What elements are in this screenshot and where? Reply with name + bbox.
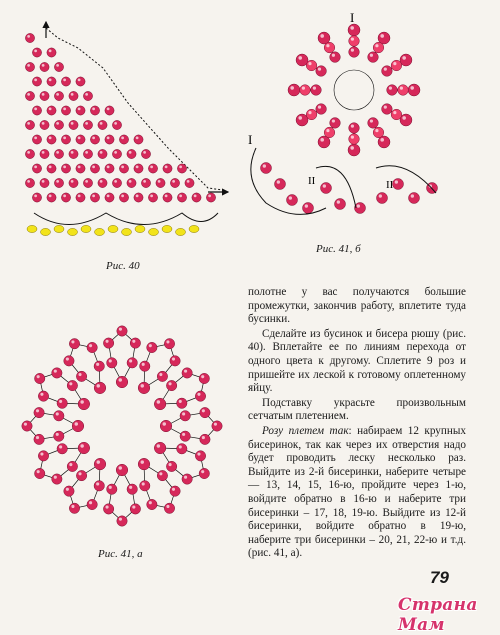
bead — [170, 356, 180, 366]
bead — [119, 135, 128, 144]
thread-loop — [34, 213, 218, 225]
bead — [76, 77, 85, 86]
bead — [349, 123, 360, 134]
bead — [134, 193, 143, 202]
bead — [32, 193, 41, 202]
bead — [54, 62, 63, 71]
bead — [98, 120, 107, 129]
yellow-bead — [122, 228, 132, 235]
bead — [90, 164, 99, 173]
bead — [330, 118, 341, 129]
bead — [148, 164, 157, 173]
bead — [107, 484, 117, 494]
bead — [87, 342, 97, 352]
yellow-bead — [95, 228, 105, 235]
bead — [25, 91, 34, 100]
bead — [368, 118, 379, 129]
bead — [382, 66, 393, 77]
yellow-bead — [81, 225, 91, 232]
bead — [83, 149, 92, 158]
bead — [177, 398, 187, 408]
bead — [52, 368, 62, 378]
bead — [76, 135, 85, 144]
bead — [148, 193, 157, 202]
body-text — [248, 286, 466, 562]
bead — [391, 109, 402, 120]
bead — [177, 193, 186, 202]
bead — [163, 193, 172, 202]
bead — [348, 24, 360, 36]
yellow-bead — [162, 225, 172, 232]
bead — [141, 149, 150, 158]
bead — [127, 149, 136, 158]
label-roman-two: II — [308, 175, 316, 187]
bead — [180, 431, 190, 441]
bead — [127, 178, 136, 187]
bead — [164, 503, 174, 513]
bead — [90, 193, 99, 202]
bead — [261, 163, 272, 174]
bead — [127, 358, 137, 368]
bead — [316, 104, 327, 115]
bead — [69, 178, 78, 187]
bead — [25, 120, 34, 129]
bead — [52, 474, 62, 484]
bead — [119, 164, 128, 173]
bead — [61, 77, 70, 86]
bead — [349, 47, 360, 58]
bead — [306, 109, 317, 120]
bead — [306, 60, 317, 71]
bead — [147, 342, 157, 352]
bead — [34, 434, 44, 444]
label-roman-one-left: I — [248, 132, 253, 147]
bead — [199, 468, 209, 478]
page-number: 79 — [430, 568, 449, 587]
bead — [324, 42, 335, 53]
bead — [76, 371, 86, 381]
bead — [391, 60, 402, 71]
bead — [61, 106, 70, 115]
bead — [134, 164, 143, 173]
bead — [54, 431, 64, 441]
bead — [25, 149, 34, 158]
bead — [316, 66, 327, 77]
bead — [147, 499, 157, 509]
bead — [32, 164, 41, 173]
bead — [47, 106, 56, 115]
bead — [38, 391, 48, 401]
bead — [130, 338, 140, 348]
bead — [335, 199, 346, 210]
yellow-bead — [108, 225, 118, 232]
bead — [78, 398, 90, 410]
bead — [127, 484, 137, 494]
bead — [182, 368, 192, 378]
bead — [40, 62, 49, 71]
bead — [25, 178, 34, 187]
bead — [177, 164, 186, 173]
inner-ring-thread — [334, 70, 374, 110]
yellow-bead — [189, 225, 199, 232]
bead — [35, 468, 45, 478]
bead — [349, 36, 360, 47]
bead — [116, 376, 128, 388]
bead — [32, 77, 41, 86]
bead — [57, 398, 67, 408]
yellow-bead — [176, 228, 186, 235]
bead — [164, 339, 174, 349]
bead — [321, 183, 332, 194]
bead — [54, 91, 63, 100]
paragraph-4 — [248, 425, 466, 561]
bead — [90, 106, 99, 115]
bead — [311, 85, 322, 96]
bead — [348, 144, 360, 156]
caption-fig41a: Рис. 41, а — [98, 548, 143, 560]
bead — [170, 178, 179, 187]
bead — [61, 193, 70, 202]
bead — [157, 470, 167, 480]
label-roman-one: I — [350, 10, 355, 25]
bead — [67, 461, 77, 471]
paragraph-4-italic: Розу плетем так — [262, 424, 349, 437]
bead — [324, 127, 335, 138]
bead — [180, 411, 190, 421]
bead — [349, 134, 360, 145]
yellow-bead — [41, 228, 51, 235]
bead — [409, 193, 420, 204]
bead — [398, 85, 409, 96]
bead — [300, 85, 311, 96]
bead — [76, 193, 85, 202]
bead — [163, 164, 172, 173]
bead — [57, 444, 67, 454]
bead — [94, 458, 106, 470]
bead — [140, 361, 150, 371]
bead — [47, 193, 56, 202]
bead — [105, 135, 114, 144]
bead — [34, 407, 44, 417]
bead — [330, 52, 341, 63]
bead — [83, 120, 92, 129]
bead — [199, 373, 209, 383]
paragraph-2: Сделайте из бусинок и бисера рюшу (рис. 40). Вплетайте ее по линиям перехода от одного цвета к другому. Сплетите 9 роз и пришейте их леской к готовому оплетенному яйцу. — [248, 327, 466, 395]
paragraph-3: Подставку украсьте произвольным сетчатым плетением. — [248, 396, 466, 423]
bead — [185, 178, 194, 187]
bead — [166, 380, 176, 390]
bead — [177, 444, 187, 454]
bead — [105, 106, 114, 115]
bead — [40, 120, 49, 129]
bead — [138, 382, 150, 394]
bead — [40, 178, 49, 187]
bead — [103, 504, 113, 514]
bead — [105, 193, 114, 202]
bead — [94, 382, 106, 394]
bead — [94, 361, 104, 371]
thread-line — [46, 28, 223, 190]
bead — [116, 464, 128, 476]
bead — [192, 193, 201, 202]
bead — [156, 178, 165, 187]
bead — [157, 371, 167, 381]
yellow-bead — [27, 225, 37, 232]
bead — [373, 127, 384, 138]
bead — [90, 135, 99, 144]
bead — [195, 391, 205, 401]
petal-thread — [27, 413, 78, 440]
bead — [212, 421, 222, 431]
bead — [112, 149, 121, 158]
bead — [54, 411, 64, 421]
bead — [368, 52, 379, 63]
bead — [64, 356, 74, 366]
bead — [64, 486, 74, 496]
bead — [105, 164, 114, 173]
bead — [54, 120, 63, 129]
bead — [38, 451, 48, 461]
bead — [32, 106, 41, 115]
bead — [54, 178, 63, 187]
bead — [355, 203, 366, 214]
bead — [303, 203, 314, 214]
bead — [287, 195, 298, 206]
bead — [200, 407, 210, 417]
bead — [200, 434, 210, 444]
bead — [195, 451, 205, 461]
bead — [67, 380, 77, 390]
caption-fig41b: Рис. 41, б — [316, 243, 361, 255]
bead — [130, 504, 140, 514]
bead — [69, 149, 78, 158]
bead — [154, 398, 166, 410]
figure-40-bead-triangle — [18, 8, 238, 248]
bead — [98, 149, 107, 158]
caption-fig40: Рис. 40 — [106, 260, 140, 272]
bead — [47, 164, 56, 173]
bead — [83, 178, 92, 187]
bead — [40, 149, 49, 158]
bead — [98, 178, 107, 187]
bead — [72, 420, 84, 432]
label-roman-two-right: II — [386, 179, 394, 191]
bead — [288, 84, 300, 96]
bead — [61, 135, 70, 144]
bead — [112, 120, 121, 129]
yellow-bead — [68, 228, 78, 235]
bead — [54, 149, 63, 158]
figure-41a-rose-ring — [18, 322, 228, 532]
bead — [112, 178, 121, 187]
bead — [140, 481, 150, 491]
paragraph-1: полотне у вас получаются большие промежутки, закончив работу, вплетите туда бусинки. — [248, 286, 466, 326]
bead — [32, 48, 41, 57]
bead — [35, 373, 45, 383]
paragraph-4-rest: : набираем 12 крупных бисеринок, так как через их отверстия надо будет проводить леску несколько раз. Выйдите из 2-й бисеринки, наберите четыре — 13, 14, 15, 16-ю, пройдите через 1-ю, войдите обратно в 16-ю и наберите три бисеринки – 17, 18, 19-ю. Выйдите из 12-й бисеринки, войдите обратно в 19-ю, наберите три бисеринки – 20, 21, 22-ю и т.д. (рис. 41, а). — [248, 424, 466, 560]
bead — [160, 420, 172, 432]
yellow-bead — [149, 228, 159, 235]
bead — [408, 84, 420, 96]
bead — [141, 178, 150, 187]
bead — [119, 193, 128, 202]
bead — [47, 77, 56, 86]
bead — [103, 338, 113, 348]
bead — [134, 135, 143, 144]
watermark-logo: Страна Мам — [398, 595, 478, 635]
bead — [69, 120, 78, 129]
bead — [76, 164, 85, 173]
bead — [154, 442, 166, 454]
petal-thread — [166, 413, 217, 440]
bead — [47, 48, 56, 57]
yellow-bead — [54, 225, 64, 232]
bead — [78, 442, 90, 454]
bead — [94, 481, 104, 491]
bead — [377, 193, 388, 204]
bead — [83, 91, 92, 100]
bead — [117, 516, 127, 526]
bead — [373, 42, 384, 53]
bead — [138, 458, 150, 470]
bead — [76, 106, 85, 115]
bead — [206, 193, 215, 202]
bead — [387, 85, 398, 96]
bead — [40, 91, 49, 100]
bead — [107, 358, 117, 368]
bead — [61, 164, 70, 173]
yellow-bead — [135, 225, 145, 232]
bead — [170, 486, 180, 496]
bead — [393, 179, 404, 190]
bead — [166, 461, 176, 471]
bead — [275, 179, 286, 190]
bead — [25, 33, 34, 42]
petal-thread — [109, 331, 136, 382]
petal-thread — [109, 470, 136, 521]
bead — [182, 474, 192, 484]
bead — [69, 91, 78, 100]
bead — [117, 326, 127, 336]
bead — [76, 470, 86, 480]
bead — [382, 104, 393, 115]
bead — [25, 62, 34, 71]
bead — [87, 499, 97, 509]
figure-41b-rose-weaving — [236, 8, 466, 230]
bead — [69, 339, 79, 349]
bead — [22, 421, 32, 431]
bead — [47, 135, 56, 144]
bead — [32, 135, 41, 144]
bead — [69, 503, 79, 513]
